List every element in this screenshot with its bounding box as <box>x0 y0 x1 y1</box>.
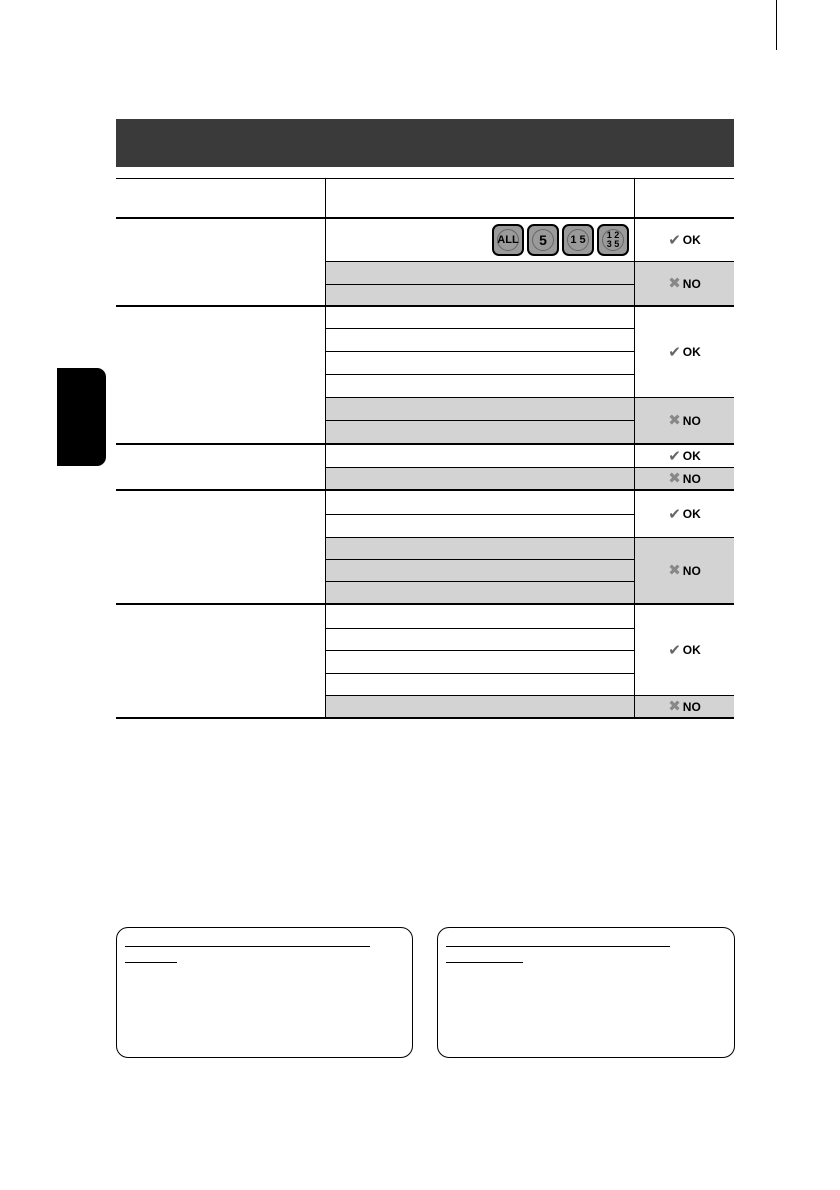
status-ok: ✔ OK <box>668 641 701 659</box>
column-divider <box>634 605 635 717</box>
status-ok: ✔ OK <box>668 231 701 249</box>
note-heading-rule <box>125 962 177 963</box>
row-rule <box>326 650 634 651</box>
region-1-5-icon: 1 5 <box>562 224 594 256</box>
table-row <box>326 696 634 717</box>
status-no: ✖ NO <box>635 538 734 603</box>
region-all-icon: ALL <box>492 224 524 256</box>
row-rule <box>326 351 634 352</box>
status-no: ✖ NO <box>635 696 734 717</box>
cross-icon: ✖ <box>668 412 681 429</box>
row-rule <box>326 628 634 629</box>
check-icon: ✔ <box>668 505 681 523</box>
note-box-right <box>437 927 735 1058</box>
column-divider <box>634 178 635 218</box>
row-rule <box>326 328 634 329</box>
status-ok: ✔ OK <box>668 505 701 523</box>
table-row <box>326 582 634 603</box>
region-multi-icon: 1 2 3 5 <box>597 224 629 256</box>
table-row <box>326 468 634 489</box>
crop-mark <box>776 0 777 50</box>
table-top-rule <box>116 178 734 179</box>
table-row <box>326 538 634 559</box>
cross-icon: ✖ <box>668 470 681 487</box>
row-rule <box>326 673 634 674</box>
cross-icon: ✖ <box>668 562 681 579</box>
table-row <box>326 262 634 284</box>
status-no: ✖ NO <box>635 262 734 305</box>
cross-icon: ✖ <box>668 698 681 715</box>
status-no: ✖ NO <box>635 398 734 443</box>
note-heading-rule <box>446 946 670 947</box>
region-icons <box>492 224 629 256</box>
status-no: ✖ NO <box>635 468 734 489</box>
column-divider <box>634 307 635 443</box>
cross-icon: ✖ <box>668 275 681 292</box>
row-rule <box>326 374 634 375</box>
check-icon: ✔ <box>668 343 681 361</box>
column-divider <box>634 445 635 489</box>
column-divider <box>634 491 635 603</box>
section-header-bar <box>116 119 734 167</box>
table-row <box>326 398 634 420</box>
table-bottom-rule <box>116 717 734 719</box>
status-ok: ✔ OK <box>668 447 701 465</box>
region-5-icon: 5 <box>527 224 559 256</box>
check-icon: ✔ <box>668 231 681 249</box>
note-box-left <box>116 927 413 1058</box>
check-icon: ✔ <box>668 641 681 659</box>
table-row <box>326 421 634 443</box>
column-divider <box>325 178 326 218</box>
side-tab <box>57 368 106 466</box>
note-heading-rule <box>125 946 370 947</box>
row-rule <box>326 514 634 515</box>
status-ok: ✔ OK <box>668 343 701 361</box>
table-row <box>326 560 634 581</box>
note-heading-rule <box>446 962 523 963</box>
table-row <box>326 285 634 305</box>
check-icon: ✔ <box>668 447 681 465</box>
column-divider <box>634 219 635 305</box>
